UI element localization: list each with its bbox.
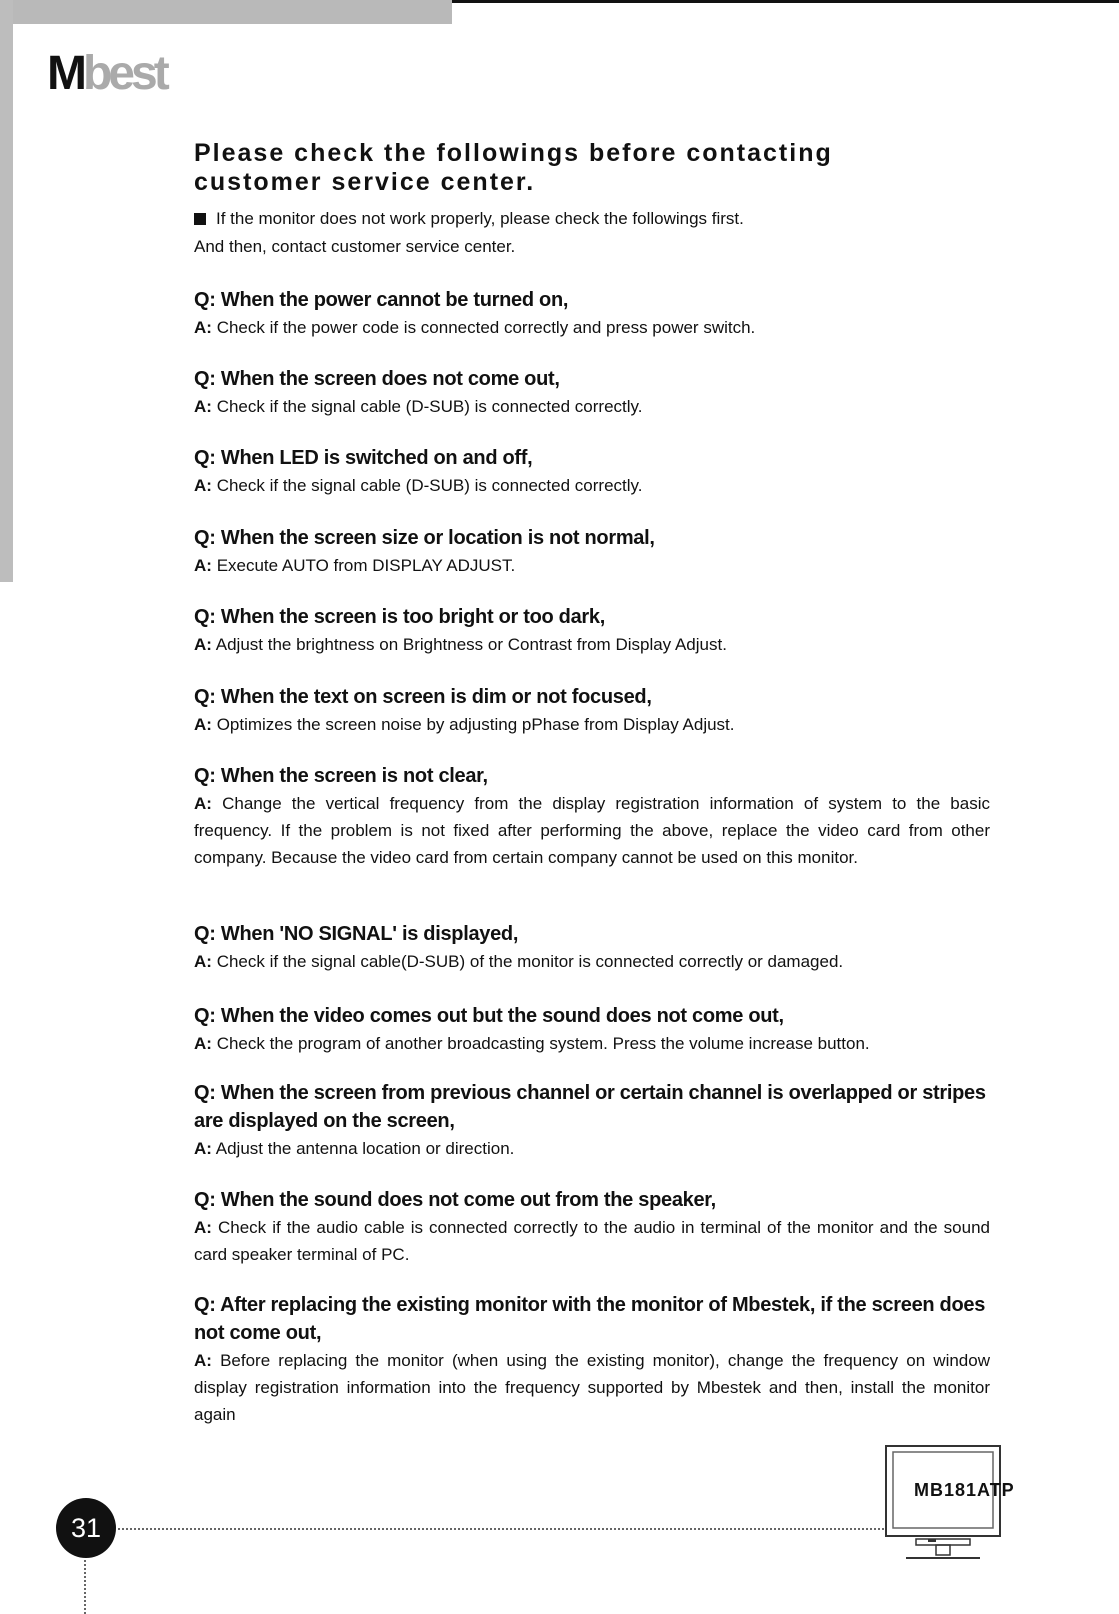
question: Q: When LED is switched on and off, xyxy=(194,447,533,469)
answer xyxy=(194,472,990,499)
answer xyxy=(194,711,990,738)
intro-line-1-text: If the monitor does not work properly, please check the followings first. xyxy=(216,209,744,228)
qa-item xyxy=(194,1079,990,1162)
qa-item xyxy=(194,1002,990,1057)
qa-item xyxy=(194,683,990,738)
answer-text: Check if the audio cable is connected correctly to the audio in terminal of the monitor and the sound card speaker terminal of PC. xyxy=(194,1218,990,1264)
question: Q: When the screen does not come out, xyxy=(194,368,560,390)
answer-label: A: xyxy=(194,476,212,495)
side-gray-bar xyxy=(0,0,13,582)
answer xyxy=(194,790,990,871)
question: Q: When the screen is too bright or too dark, xyxy=(194,606,605,628)
answer xyxy=(194,1135,990,1162)
qa-item xyxy=(194,920,990,975)
qa-item xyxy=(194,444,990,499)
answer-label: A: xyxy=(194,635,212,654)
intro xyxy=(194,205,984,261)
answer-text: Check if the signal cable (D-SUB) is connected correctly. xyxy=(216,476,643,495)
answer-label: A: xyxy=(194,1218,212,1237)
header-gray-bar xyxy=(0,0,452,24)
qa-item xyxy=(194,524,990,579)
logo-rest: best xyxy=(82,47,166,100)
question: Q: When the video comes out but the sound does not come out, xyxy=(194,1005,784,1027)
answer xyxy=(194,948,990,975)
question: Q: When 'NO SIGNAL' is displayed, xyxy=(194,923,519,945)
answer xyxy=(194,1347,990,1428)
answer-text: Check the program of another broadcasting system. Press the volume increase button. xyxy=(216,1034,870,1053)
answer-text: Execute AUTO from DISPLAY ADJUST. xyxy=(216,556,516,575)
qa-item xyxy=(194,762,990,871)
answer-label: A: xyxy=(194,1034,212,1053)
header-rule xyxy=(452,0,1119,3)
answer-label: A: xyxy=(194,556,212,575)
answer xyxy=(194,631,990,658)
footer-dotted-rule xyxy=(118,1528,884,1530)
question: Q: When the text on screen is dim or not focused, xyxy=(194,686,652,708)
answer xyxy=(194,314,990,341)
answer xyxy=(194,552,990,579)
qa-item xyxy=(194,603,990,658)
question: Q: After replacing the existing monitor with the monitor of Mbestek, if the screen does not come out, xyxy=(194,1294,986,1344)
question: Q: When the screen size or location is not normal, xyxy=(194,527,655,549)
qa-item xyxy=(194,1186,990,1268)
answer-text: Check if the signal cable (D-SUB) is connected correctly. xyxy=(216,397,643,416)
answer-label: A: xyxy=(194,952,212,971)
question: Q: When the sound does not come out from the speaker, xyxy=(194,1189,716,1211)
intro-line-1 xyxy=(194,205,984,233)
brand-logo xyxy=(47,47,166,100)
answer-text: Before replacing the monitor (when using the existing monitor), change the frequency on window display registration information into the frequency supported by Mbestek and then, install the monitor again xyxy=(194,1351,990,1424)
answer-text: Check if the signal cable(D-SUB) of the monitor is connected correctly or damaged. xyxy=(216,952,844,971)
page-title: Please check the followings before contacting customer service center. xyxy=(194,139,833,196)
answer-text: Check if the power code is connected correctly and press power switch. xyxy=(216,318,756,337)
logo-letter: M xyxy=(47,47,83,100)
answer-text: Adjust the brightness on Brightness or Contrast from Display Adjust. xyxy=(215,635,727,654)
answer-text: Change the vertical frequency from the display registration information of system to the basic frequency. If the problem is not fixed after performing the above, replace the video card from other company. Because the video card from certain company cannot be used on this monitor. xyxy=(194,794,990,867)
model-label: MB181ATP xyxy=(914,1480,1015,1500)
answer-text: Adjust the antenna location or direction. xyxy=(215,1139,515,1158)
qa-item xyxy=(194,286,990,341)
answer-label: A: xyxy=(194,1139,212,1158)
question: Q: When the power cannot be turned on, xyxy=(194,289,569,311)
answer-label: A: xyxy=(194,318,212,337)
square-bullet-icon xyxy=(194,213,206,225)
answer-label: A: xyxy=(194,1351,212,1370)
answer xyxy=(194,1030,990,1057)
answer-label: A: xyxy=(194,794,212,813)
qa-item xyxy=(194,1291,990,1428)
question: Q: When the screen from previous channel or certain channel is overlapped or stripes are displayed on the screen, xyxy=(194,1082,986,1132)
question: Q: When the screen is not clear, xyxy=(194,765,488,787)
footer-dotted-vertical xyxy=(84,1560,86,1614)
answer xyxy=(194,1214,990,1268)
answer-label: A: xyxy=(194,715,212,734)
monitor-icon xyxy=(884,1444,1002,1564)
answer-text: Optimizes the screen noise by adjusting pPhase from Display Adjust. xyxy=(216,715,735,734)
page-number: 31 xyxy=(56,1498,116,1558)
answer xyxy=(194,393,990,420)
intro-line-2: And then, contact customer service center. xyxy=(194,237,516,256)
answer-label: A: xyxy=(194,397,212,416)
qa-item xyxy=(194,365,990,420)
